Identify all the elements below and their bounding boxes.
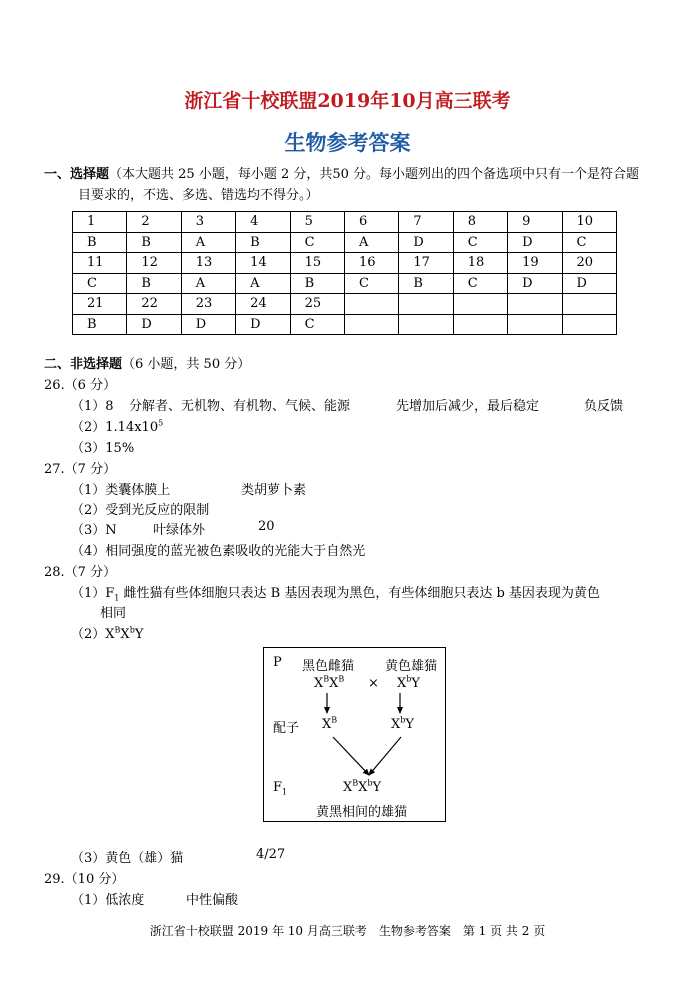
answer-table-cell: 15: [290, 253, 344, 274]
genotype-y: Y: [411, 676, 420, 691]
answer-table-cell: 19: [508, 253, 562, 274]
q28-answer1-cont: 相同: [100, 606, 127, 621]
answer-table-cell: C: [344, 273, 398, 294]
q26-answer1-c: 负反馈: [584, 399, 624, 414]
page-subtitle: 生物参考答案: [284, 130, 411, 155]
answer-table-cell: 25: [290, 294, 344, 315]
section2-heading: 二、非选择题: [44, 357, 123, 372]
answer-table-row: [73, 314, 617, 335]
allele-b-upper: B: [331, 715, 338, 725]
q27-answer1-a: （1）类囊体膜上: [71, 483, 171, 498]
q27-answer2: （2）受到光反应的限制: [71, 503, 210, 518]
section2-desc: （6 小题，共 50 分）: [122, 357, 251, 372]
allele-b-lower: b: [406, 674, 412, 684]
answer-table-cell: 17: [399, 253, 453, 274]
answer-table-cell: C: [290, 232, 344, 253]
answer-table-cell: B: [399, 273, 453, 294]
genotype-x: X: [343, 780, 353, 795]
answer-table-cell: 6: [344, 212, 398, 233]
answer-table-cell: [344, 314, 398, 335]
q28-answer1-text: 雌性猫有些体细胞只表达 B 基因表现为黑色，有些体细胞只表达 b 基因表现为黄色: [119, 586, 600, 601]
answer-table-cell: D: [508, 273, 562, 294]
section1-desc-line2: 目要求的，不选、多选、错选均不得分。）: [78, 188, 319, 203]
answer-table-cell: 12: [127, 253, 181, 274]
answer-table-cell: 7: [399, 212, 453, 233]
q29-heading: 29.（10 分）: [44, 872, 125, 887]
answer-table-cell: 22: [127, 294, 181, 315]
answer-table-row: [73, 253, 617, 274]
q28-answer1: [71, 582, 600, 601]
diagram-gamete-label: 配子: [273, 721, 300, 736]
q28-answer2-pre: （2）X: [71, 627, 115, 642]
answer-table-cell: 11: [73, 253, 127, 274]
answer-table-cell: A: [181, 273, 235, 294]
diagram-female-parent: 黑色雌猫: [302, 659, 355, 674]
answer-table: [72, 211, 617, 335]
answer-table-row: [73, 294, 617, 315]
answer-table-cell: [562, 294, 616, 315]
answer-table-cell: D: [399, 232, 453, 253]
answer-table-cell: D: [127, 314, 181, 335]
answer-table-cell: 2: [127, 212, 181, 233]
allele-b-upper: B: [323, 674, 330, 684]
answer-table-cell: [453, 314, 507, 335]
answer-table-cell: 13: [181, 253, 235, 274]
diagram-offspring-phenotype: 黄黑相间的雄猫: [316, 805, 408, 820]
q27-answer4: （4）相同强度的蓝光被色素吸收的光能大于自然光: [71, 544, 366, 559]
answer-table-cell: 16: [344, 253, 398, 274]
diagram-arrows: [263, 647, 446, 822]
answer-table-cell: D: [181, 314, 235, 335]
q28-answer1-pre: （1）F: [71, 586, 115, 601]
page-title: 浙江省十校联盟2019年10月高三联考: [184, 90, 511, 112]
genotype-x: X: [329, 676, 339, 691]
answer-table-cell: 20: [562, 253, 616, 274]
q26-answer1-num: （1）8: [71, 399, 114, 414]
diagram-male-parent: 黄色雄猫: [385, 659, 438, 674]
q28-answer2-sup2: b: [129, 625, 135, 635]
allele-b-lower: b: [400, 715, 406, 725]
arrow-male-gamete-to-f1: [369, 737, 401, 775]
diagram-p-label: P: [273, 655, 282, 670]
answer-table-cell: C: [562, 232, 616, 253]
q28-answer2-end: Y: [134, 627, 144, 642]
answer-table-row: [73, 232, 617, 253]
answer-table-cell: 8: [453, 212, 507, 233]
genotype-x: X: [314, 676, 324, 691]
answer-table-cell: 14: [236, 253, 290, 274]
q26-heading: 26.（6 分）: [44, 378, 117, 393]
q28-answer3-b: 4/27: [256, 847, 286, 862]
genotype-x: X: [322, 717, 332, 732]
q29-answer1-b: 中性偏酸: [186, 893, 239, 908]
q29-answer1-a: （1）低浓度: [71, 893, 145, 908]
section1-desc-line1: （本大题共 25 小题，每小题 2 分，共50 分。每小题列出的四个备选项中只有一个是符合题: [109, 167, 640, 182]
answer-table-cell: [453, 294, 507, 315]
q26-answer3: （3）15%: [71, 441, 135, 456]
section1-heading: 一、选择题: [44, 167, 110, 182]
q28-answer2: [71, 623, 143, 642]
q28-answer3-a: （3）黄色（雄）猫: [71, 851, 184, 866]
answer-table-cell: 9: [508, 212, 562, 233]
answer-table-cell: 4: [236, 212, 290, 233]
answer-table-cell: 21: [73, 294, 127, 315]
answer-table-cell: A: [181, 232, 235, 253]
answer-table-cell: 18: [453, 253, 507, 274]
answer-table-cell: 5: [290, 212, 344, 233]
f1-letter: F: [273, 780, 283, 795]
q28-answer1-sub: 1: [114, 593, 120, 603]
q27-answer3-a: （3）N: [71, 523, 117, 538]
q26-answer1-b: 先增加后减少，最后稳定: [396, 399, 540, 414]
genotype-x: X: [397, 676, 407, 691]
answer-table-cell: A: [236, 273, 290, 294]
answer-table-cell: [508, 294, 562, 315]
answer-table-cell: [399, 314, 453, 335]
answer-table-cell: [399, 294, 453, 315]
answer-table-cell: B: [127, 273, 181, 294]
answer-table-cell: B: [290, 273, 344, 294]
section1-line1: [44, 163, 639, 182]
answer-table-cell: D: [562, 273, 616, 294]
arrow-female-gamete-to-f1: [333, 737, 369, 775]
q27-answer3-c: 20: [258, 519, 275, 534]
answer-table-cell: C: [73, 273, 127, 294]
answer-table-cell: B: [236, 232, 290, 253]
answer-table-cell: D: [508, 232, 562, 253]
q27-answer3-b: 叶绿体外: [153, 523, 206, 538]
f1-sub: 1: [282, 787, 288, 797]
page-footer: 浙江省十校联盟 2019 年 10 月高三联考 生物参考答案 第 1 页 共 2 页: [149, 924, 546, 938]
answer-table-row: [73, 273, 617, 294]
genotype-x: X: [358, 780, 368, 795]
answer-table-cell: B: [127, 232, 181, 253]
q26-answer2: [71, 416, 163, 435]
q28-answer2-sup1: B: [114, 625, 121, 635]
section2-line: [44, 353, 250, 372]
q27-answer1-b: 类胡萝卜素: [241, 483, 307, 498]
answer-table-cell: 10: [562, 212, 616, 233]
q26-answer2-base: （2）1.14x10: [71, 420, 159, 435]
answer-table-row: [73, 212, 617, 233]
answer-table-cell: B: [73, 232, 127, 253]
q27-heading: 27.（7 分）: [44, 462, 117, 477]
answer-table-cell: 24: [236, 294, 290, 315]
answer-table-cell: 23: [181, 294, 235, 315]
answer-table-cell: 1: [73, 212, 127, 233]
q28-heading: 28.（7 分）: [44, 565, 117, 580]
allele-b-lower: b: [367, 778, 373, 788]
answer-table-cell: B: [73, 314, 127, 335]
genotype-x: X: [391, 717, 401, 732]
q26-answer1-a: 分解者、无机物、有机物、气候、能源: [129, 399, 351, 414]
answer-table-cell: C: [290, 314, 344, 335]
answer-table-cell: [344, 294, 398, 315]
genetic-cross-diagram: [263, 647, 446, 822]
q26-answer2-exp: 5: [158, 418, 164, 428]
answer-table-cell: [562, 314, 616, 335]
answer-table-cell: C: [453, 273, 507, 294]
genotype-y: Y: [372, 780, 382, 795]
answer-table-cell: D: [236, 314, 290, 335]
answer-table-cell: 3: [181, 212, 235, 233]
allele-b-upper: B: [352, 778, 359, 788]
answer-table-cell: C: [453, 232, 507, 253]
genotype-y: Y: [405, 717, 414, 732]
answer-table-cell: [508, 314, 562, 335]
q28-answer2-mid: X: [120, 627, 130, 642]
answer-table-cell: A: [344, 232, 398, 253]
allele-b-upper: B: [338, 674, 345, 684]
diagram-cross-symbol: ×: [368, 676, 379, 691]
